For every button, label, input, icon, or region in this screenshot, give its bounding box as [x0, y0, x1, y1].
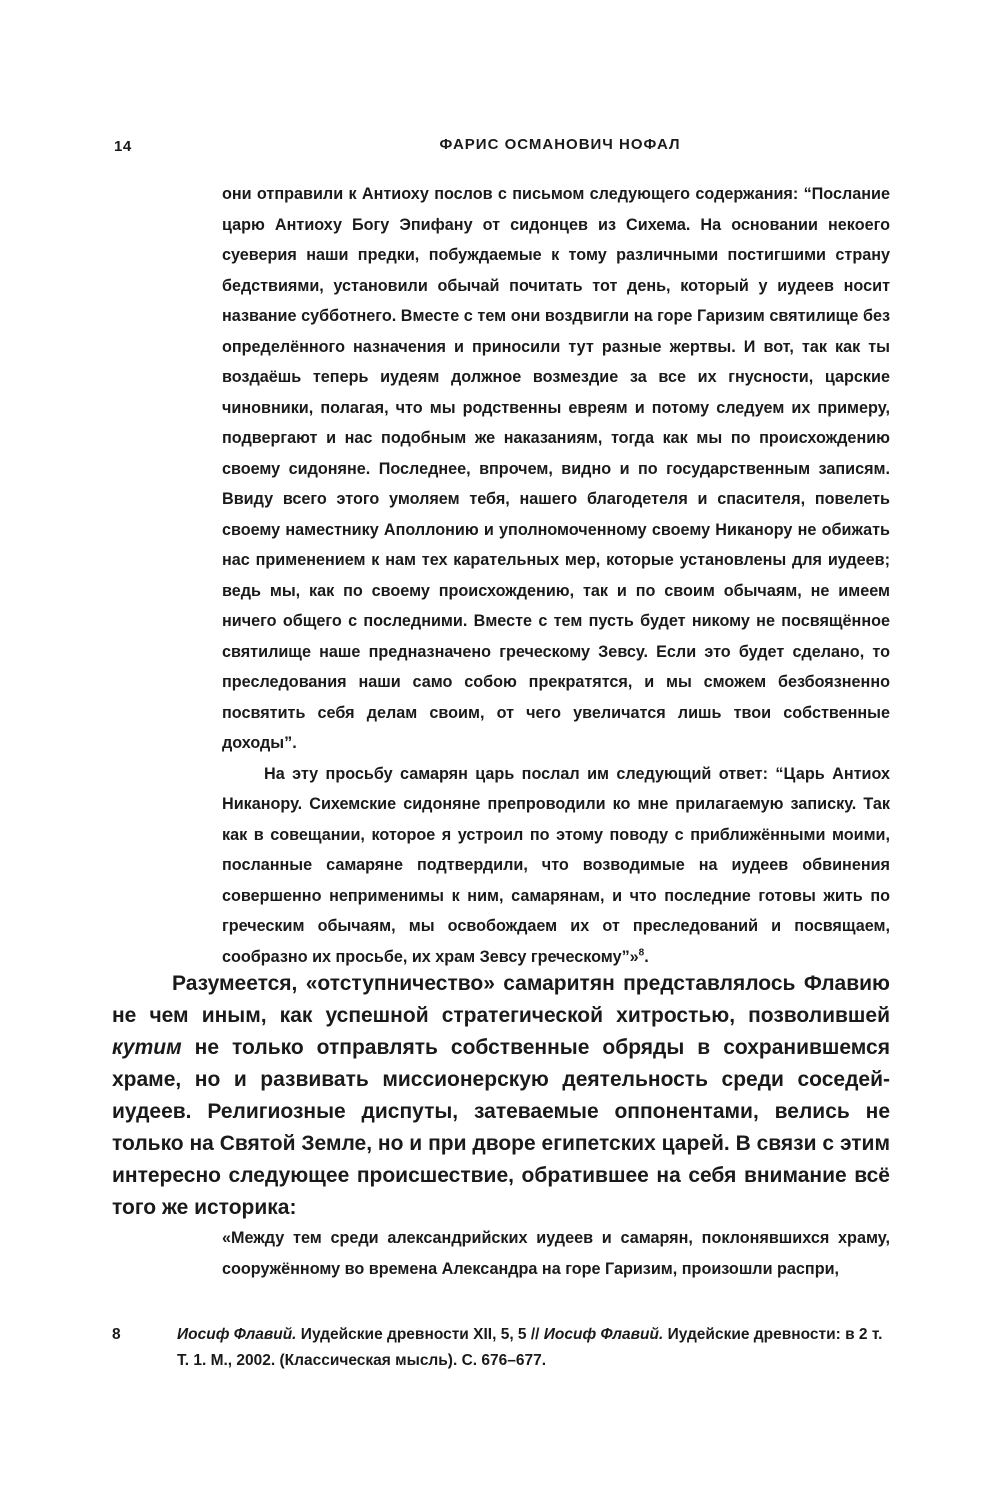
footnote-citation: Иудейские древности: в 2 т. Т. 1. М., 2002. (Классическая мысль). С. 676–677.	[177, 1326, 883, 1369]
footnote-reference[interactable]: 8	[638, 947, 645, 959]
main-paragraph	[112, 968, 890, 1224]
emphasis-term: кутим	[112, 1036, 182, 1059]
main-paragraph-text	[112, 968, 890, 1224]
footnote-citation: Иудейские древности XII, 5, 5 //	[296, 1326, 544, 1343]
quote-paragraph: На эту просьбу самарян царь послал им следующий ответ: “Царь Антиох Никанору. Сихемские сидоняне препроводили ко мне прилагаемую записку. Так как в совещании, которое я устроил по этому поводу с приближёнными моими, посланные самаряне подтвердили, что возводимые на иудеев обвинения совершенно неприменимы к ним, самарянам, и что последние готовы жить по греческим обычаям, мы освобождаем их от преследований и посвящаем, сообразно их просьбе, их храм Зевсу греческому”»$^8$.	[222, 764, 890, 966]
quote-paragraph-text: На эту просьбу самарян царь послал им следующий ответ: “Царь Антиох Никанору. Сихемские сидоняне препроводили ко мне прилагаемую записку. Так как в совещании, которое я устроил по этому поводу с приближёнными моими, посланные самаряне подтвердили, что возводимые на иудеев обвинения совершенно неприменимы к ним, самарянам, и что последние готовы жить по греческим обычаям, мы освобождаем их от преследований и посвящаем, сообразно их просьбе, их храм Зевсу греческому”»	[222, 764, 890, 966]
footnote-number: 8	[112, 1326, 121, 1343]
quote-block	[222, 179, 890, 972]
main-text-part: не только отправлять собственные обряды в сохранившемся храме, но и развивать миссионерскую деятельность среди соседей-иудеев. Религиозные диспуты, затеваемые оппонентами, велись не только на Святой Земле, но и при дворе египетских царей. В связи с этим интересно следующее происшествие, обратившее на себя внимание всё того же историка:	[112, 1036, 890, 1219]
running-title: ФАРИС ОСМАНОВИЧ НОФАЛ	[439, 136, 681, 153]
footnote-text	[177, 1322, 890, 1374]
quote-paragraph: они отправили к Антиоху послов с письмом следующего содержания: “Послание царю Антиоху Богу Эпифану от сидонцев из Сихема. На основании некоего суеверия наши предки, побуждаемые к тому различными постигшими страну бедствиями, установили обычай почитать тот день, который у иудеев носит название субботнего. Вместе с тем они воздвигли на горе Гаризим святилище без определённого назначения и приносили тут разные жертвы. И вот, так как ты воздаёшь теперь иудеям должное возмездие за все их гнусности, царские чиновники, полагая, что мы родственны евреям и потому следуем их примеру, подвергают и нас подобным же наказаниям, тогда как мы по происхождению своему сидоняне. Последнее, впрочем, видно и по государственным записям. Ввиду всего этого умоляем тебя, нашего благодетеля и спасителя, повелеть своему наместнику Аполлонию и уполномоченному своему Никанору не обижать нас применением к нам тех карательных мер, которые установлены для иудеев; ведь мы, как по своему происхождению, так и по своим обычаям, не имеем ничего общего с последними. Вместе с тем пусть будет никому не посвящённое святилище наше предназначено греческому Зевсу. Если это будет сделано, то преследования наши само собою прекратятся, и мы сможем безбоязненно посвятить себя делам своим, от чего увеличатся лишь твои собственные доходы”.	[222, 185, 890, 752]
page-number: 14	[114, 138, 132, 155]
second-quote-block	[222, 1223, 890, 1284]
footnote-author: Иосиф Флавий.	[177, 1326, 297, 1343]
main-text-part: Разумеется, «отступничество» самаритян представлялось Флавию не чем иным, как успешной стратегической хитростью, позволившей	[112, 972, 890, 1027]
quote-paragraph: «Между тем среди александрийских иудеев и самарян, поклонявшихся храму, сооружённому во времена Александра на горе Гаризим, произошли распри,	[222, 1229, 890, 1278]
footnote	[112, 1322, 890, 1374]
footnote-author: Иосиф Флавий.	[543, 1326, 664, 1343]
